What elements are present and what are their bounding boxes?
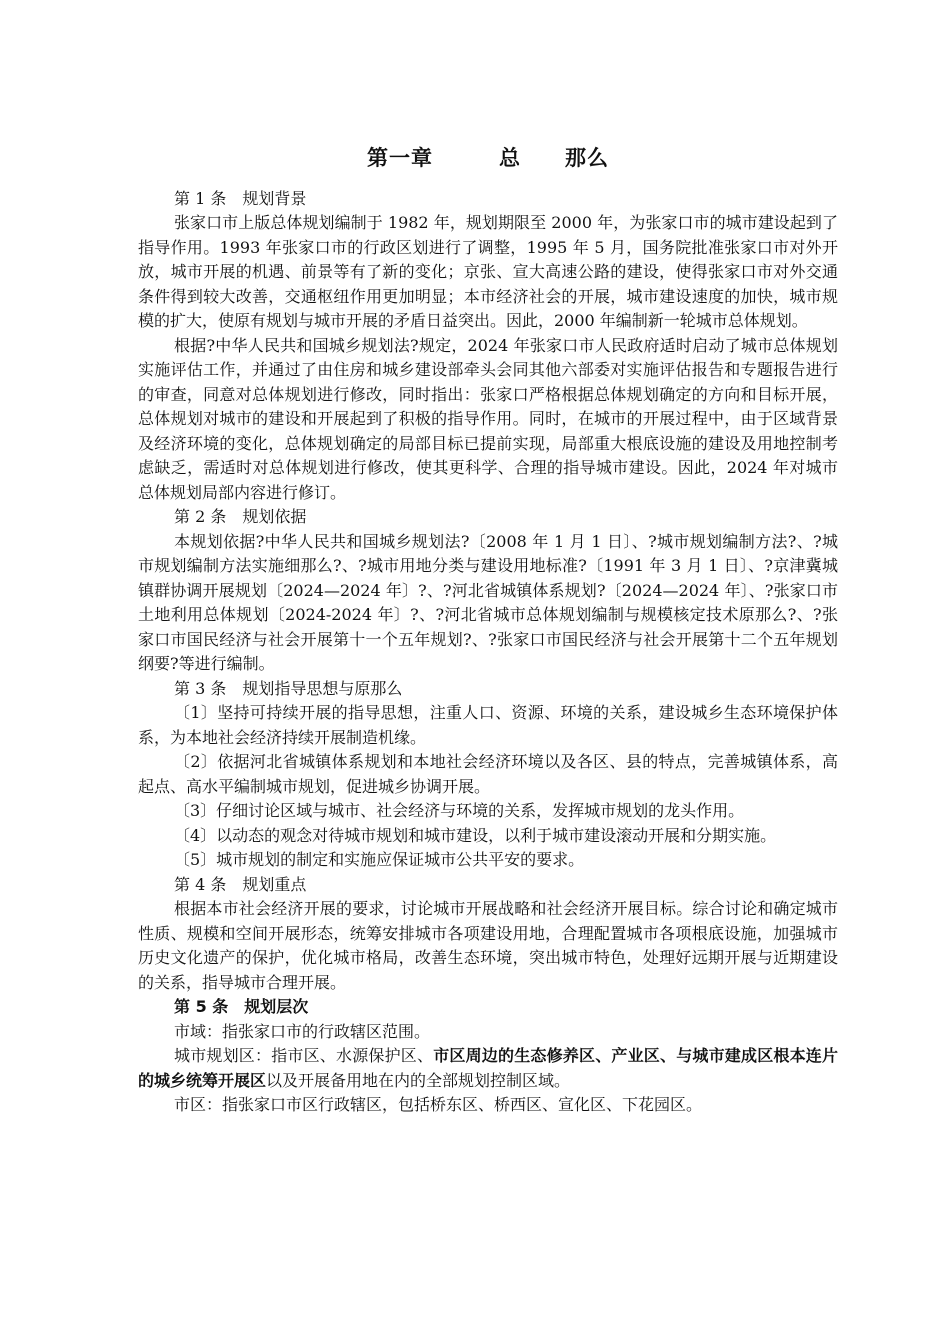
- article-heading: 第 2 条 规划依据: [174, 507, 307, 526]
- chapter-title: 第一章 总 那么: [367, 146, 609, 170]
- article-1: [138, 187, 838, 506]
- bold-text: 市区周边的生态修养区、产业区、与城市建成区根本连片的城乡统筹开展区: [138, 1046, 838, 1090]
- article-paragraph: 张家口市上版总体规划编制于 1982 年，规划期限至 2000 年，为张家口市的城市建设起到了指导作用。1993 年张家口市的行政区划进行了调整，1995 年 5 月，国务院批准张家口市对外开放，城市开展的机遇、前景等有了新的变化；京张、宣大高速公路的建设，使得张家口市对外交通条件得到较大改善，交通枢纽作用更加明显；本市经济社会的开展，城市建设速度的加快，城市规模的扩大，使原有规划与城市开展的矛盾日益突出。因此，2000 年编制新一轮城市总体规划。: [138, 213, 838, 330]
- article-paragraph: 〔4〕以动态的观念对待城市规划和城市建设，以利于城市建设滚动开展和分期实施。: [174, 825, 777, 845]
- article-paragraph: 市区：指张家口市区行政辖区，包括桥东区、桥西区、宣化区、下花园区。: [174, 1095, 703, 1114]
- article-5: [138, 995, 838, 1118]
- article-paragraph: 〔2〕依据河北省城镇体系规划和本地社会经济环境以及各区、县的特点，完善城镇体系，高起点、高水平编制城市规划，促进城乡协调开展。: [138, 752, 838, 796]
- article-heading: 第 3 条 规划指导思想与原那么: [174, 678, 403, 698]
- article-paragraph: 〔3〕仔细讨论区域与城市、社会经济与环境的关系，发挥城市规划的龙头作用。: [174, 801, 745, 820]
- article-paragraph: 〔5〕城市规划的制定和实施应保证城市公共平安的要求。: [174, 850, 585, 869]
- article-heading: 第 1 条 规划背景: [174, 188, 307, 208]
- article-paragraph: 〔1〕坚持可持续开展的指导思想，注重人口、资源、环境的关系，建设城乡生态环境保护体系，为本地社会经济持续开展制造机缘。: [138, 703, 838, 747]
- article-paragraph: 根据?中华人民共和国城乡规划法?规定，2024 年张家口市人民政府适时启动了城市总体规划实施评估工作，并通过了由住房和城乡建设部牵头会同其他六部委对实施评估报告和专题报告进行的审查，同意对总体规划进行修改，同时指出：张家口严格根据总体规划确定的方向和目标开展，总体规划对城市的建设和开展起到了积极的指导作用。同时，在城市的开展过程中，由于区域背景及经济环境的变化，总体规划确定的局部目标已提前实现，局部重大根底设施的建设及用地控制考虑缺乏，需适时对总体规划进行修改，使其更科学、合理的指导城市建设。因此，2024 年对城市总体规划局部内容进行修订。: [138, 335, 838, 502]
- paragraph-text: 以及开展备用地在内的全部规划控制区域。: [266, 1070, 571, 1090]
- document-page: [138, 140, 838, 1118]
- article-3: [138, 677, 838, 873]
- article-paragraph: [138, 1044, 838, 1093]
- article-paragraph: 市域：指张家口市的行政辖区范围。: [174, 1021, 431, 1041]
- article-heading: 第 4 条 规划重点: [174, 874, 307, 894]
- article-2: [138, 505, 838, 677]
- article-paragraph: 本规划依据?中华人民共和国城乡规划法?〔2008 年 1 月 1 日〕、?城市规划编制方法?、?城市规划编制方法实施细那么?、?城市用地分类与建设用地标准?〔1991 年 3 月 1 日〕、?京津冀城镇群协调开展规划〔2024—2024 年〕?、?河北省城镇体系规划?〔2024—2024 年〕、?张家口市土地利用总体规划〔2024-2024 年〕?、?河北省城市总体规划编制与规模核定技术原那么?、?张家口市国民经济与社会开展第十一个五年规划?、?张家口市国民经济与社会开展第十二个五年规划纲要?等进行编制。: [138, 531, 838, 673]
- article-paragraph: 根据本市社会经济开展的要求，讨论城市开展战略和社会经济开展目标。综合讨论和确定城市性质、规模和空间开展形态，统筹安排城市各项建设用地，合理配置城市各项根底设施，加强城市历史文化遗产的保护，优化城市格局，改善生态环境，突出城市特色，处理好远期开展与近期建设的关系，指导城市合理开展。: [138, 899, 838, 992]
- article-4: [138, 873, 838, 996]
- paragraph-text: 城市规划区：指市区、水源保护区、: [174, 1046, 434, 1065]
- article-heading: 第 5 条 规划层次: [174, 997, 309, 1016]
